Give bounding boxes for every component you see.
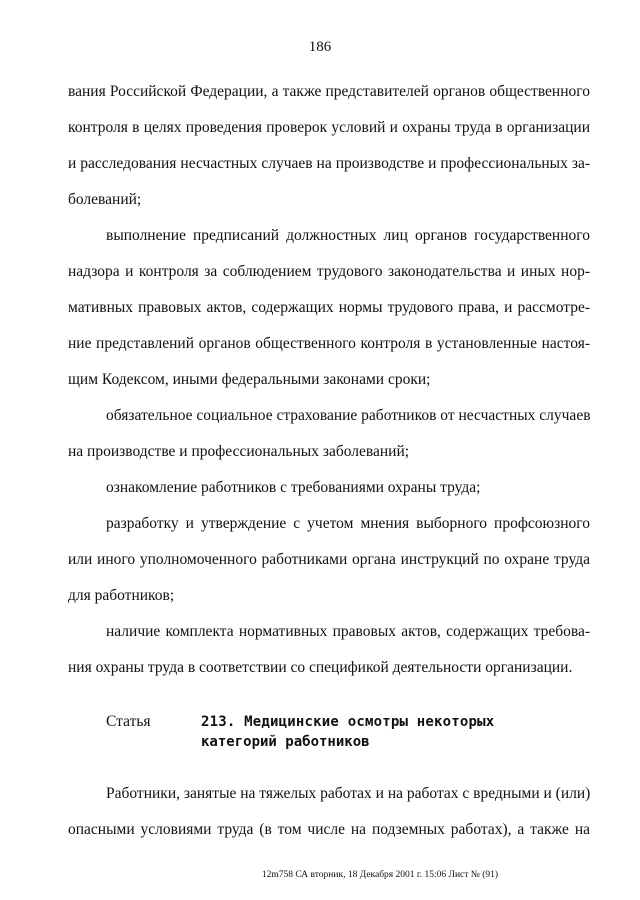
text-line: контроля в целях проведения проверок условий и охраны труда в организации xyxy=(68,119,590,136)
text-line: надзора и контроля за соблюдением трудового законодательства и иных нор- xyxy=(68,263,590,280)
text-line: или иного уполномоченного работниками органа инструкций по охране труда xyxy=(68,551,590,568)
text-line: мативных правовых актов, содержащих нормы трудового права, и рассмотре- xyxy=(68,299,590,316)
article-title-line2: категорий работников xyxy=(201,734,370,750)
text-line: опасными условиями труда (в том числе на подземных работах), а также на xyxy=(68,821,590,838)
text-line: на производстве и профессиональных заболеваний; xyxy=(68,443,410,460)
paragraph xyxy=(68,776,590,848)
text-line: болеваний; xyxy=(68,191,142,208)
paragraph xyxy=(68,614,590,686)
text-line: обязательное социальное страхование работников от несчастных случаев xyxy=(106,407,591,424)
article-body-text xyxy=(68,776,590,848)
text-line: ние представлений органов общественного контроля в установленные настоя- xyxy=(68,335,590,352)
paragraph xyxy=(68,218,590,398)
text-line: выполнение предписаний должностных лиц органов государственного xyxy=(106,227,590,244)
text-line: Работники, занятые на тяжелых работах и на работах с вредными и (или) xyxy=(106,785,591,802)
article-label: Статья xyxy=(106,713,151,730)
body-text xyxy=(68,74,590,686)
paragraph xyxy=(68,506,590,614)
text-line: ния охраны труда в соответствии со спецификой деятельности организации. xyxy=(68,659,573,676)
text-line: вания Российской Федерации, а также представителей органов общественного xyxy=(68,83,590,100)
text-line: ознакомление работников с требованиями охраны труда; xyxy=(106,479,481,496)
page-footer: 12m758 СА вторник, 18 Декабря 2001 г. 15:06 Лист № (91) xyxy=(261,870,499,880)
page-number: 186 xyxy=(308,39,332,55)
paragraph xyxy=(68,74,590,218)
article-title-line1: 213. Медицинские осмотры некоторых xyxy=(201,714,495,730)
text-line: разработку и утверждение с учетом мнения выборного профсоюзного xyxy=(106,515,590,532)
paragraph xyxy=(68,470,590,506)
text-line: и расследования несчастных случаев на производстве и профессиональных за- xyxy=(68,155,590,172)
text-line: наличие комплекта нормативных правовых актов, содержащих требова- xyxy=(106,623,590,640)
text-line: для работников; xyxy=(68,587,175,604)
text-line: щим Кодексом, иными федеральными законами сроки; xyxy=(68,371,431,388)
paragraph xyxy=(68,398,590,470)
article-heading xyxy=(106,712,586,752)
